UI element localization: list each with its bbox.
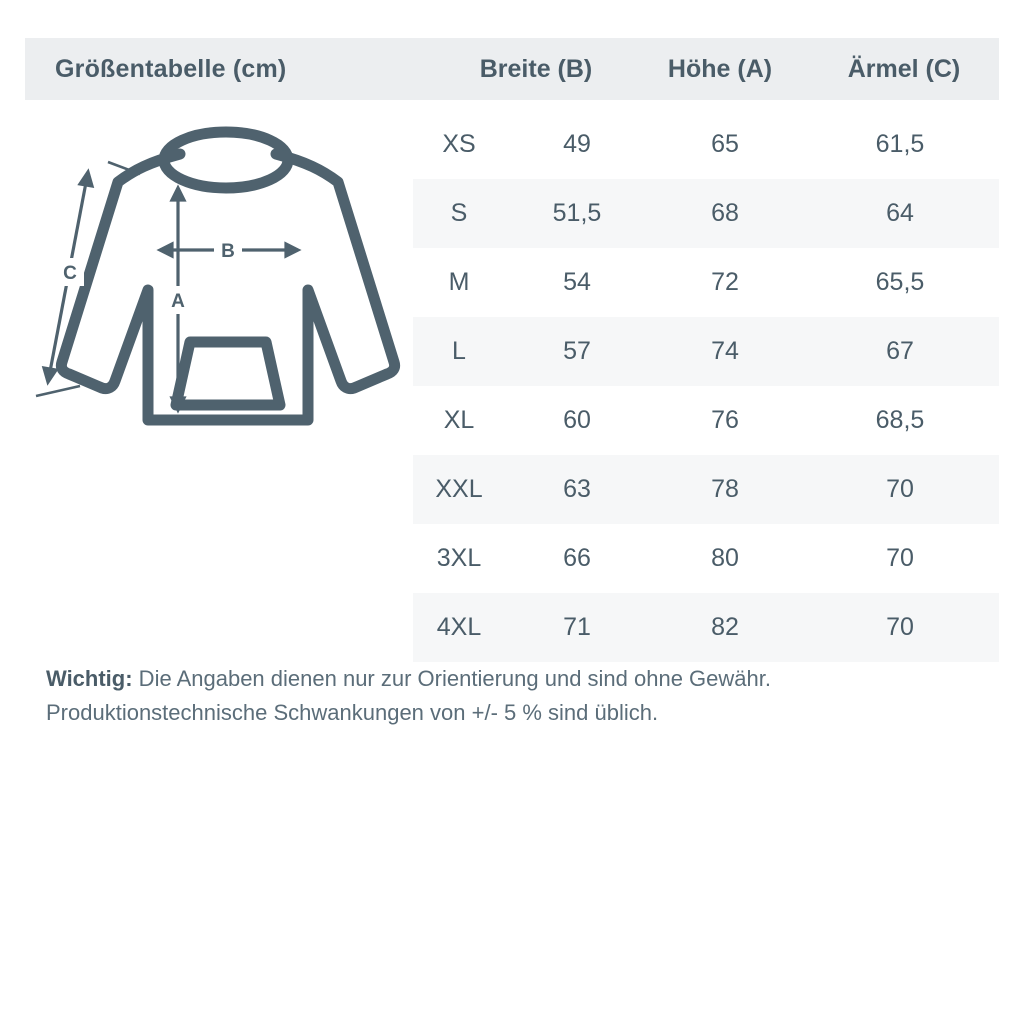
cell-size: S [450,199,468,227]
cell-size: 4XL [436,613,482,641]
cell-hoehe: 72 [711,268,739,296]
cell-breite: 63 [563,475,591,503]
cell-size: XS [442,130,476,158]
cell-aermel: 70 [886,544,914,572]
cell-aermel: 70 [886,475,914,503]
table-row [413,248,999,317]
cell-hoehe: 82 [711,613,739,641]
cell-aermel: 70 [886,613,914,641]
cell-hoehe: 68 [711,199,739,227]
hoodie-measurement-diagram [30,110,410,455]
disclaimer-line1: Die Angaben dienen nur zur Orientierung und sind ohne Gewähr. [132,666,771,691]
table-row [413,455,999,524]
cell-aermel: 67 [886,337,914,365]
cell-aermel: 68,5 [875,406,925,434]
table-row [413,524,999,593]
table-row [413,179,999,248]
label-height: A [171,291,185,312]
cell-breite: 57 [563,337,591,365]
disclaimer-line2: Produktionstechnische Schwankungen von +/- 5 % sind üblich. [46,700,659,725]
column-headers [438,55,1024,84]
table-row [413,593,999,662]
table-header [25,38,999,100]
cell-breite: 49 [563,130,591,158]
cell-breite: 66 [563,544,591,572]
cell-aermel: 65,5 [875,268,925,296]
label-width: B [221,241,235,262]
table-row [413,386,999,455]
cell-aermel: 64 [886,199,914,227]
table-row [413,317,999,386]
cell-size: M [448,268,470,296]
cell-aermel: 61,5 [875,130,925,158]
column-header-hoehe: Höhe (A) [667,54,773,83]
cell-size: 3XL [436,544,482,572]
label-sleeve: C [63,263,77,284]
disclaimer-label: Wichtig: [46,666,133,691]
column-header-aermel: Ärmel (C) [847,54,961,83]
page-title: Größentabelle (cm) [55,54,287,83]
cell-hoehe: 65 [711,130,739,158]
cell-hoehe: 76 [711,406,739,434]
cell-hoehe: 74 [711,337,739,365]
size-table [413,110,999,662]
disclaimer-note [46,662,1006,730]
cell-hoehe: 80 [711,544,739,572]
cell-breite: 54 [563,268,591,296]
cell-breite: 71 [563,613,591,641]
cell-breite: 51,5 [552,199,602,227]
cell-breite: 60 [563,406,591,434]
table-row [413,110,999,179]
hoodie-icon [30,110,410,455]
cell-hoehe: 78 [711,475,739,503]
cell-size: XL [443,406,475,434]
column-header-breite: Breite (B) [479,54,593,83]
cell-size: L [452,337,466,365]
cell-size: XXL [435,475,483,503]
